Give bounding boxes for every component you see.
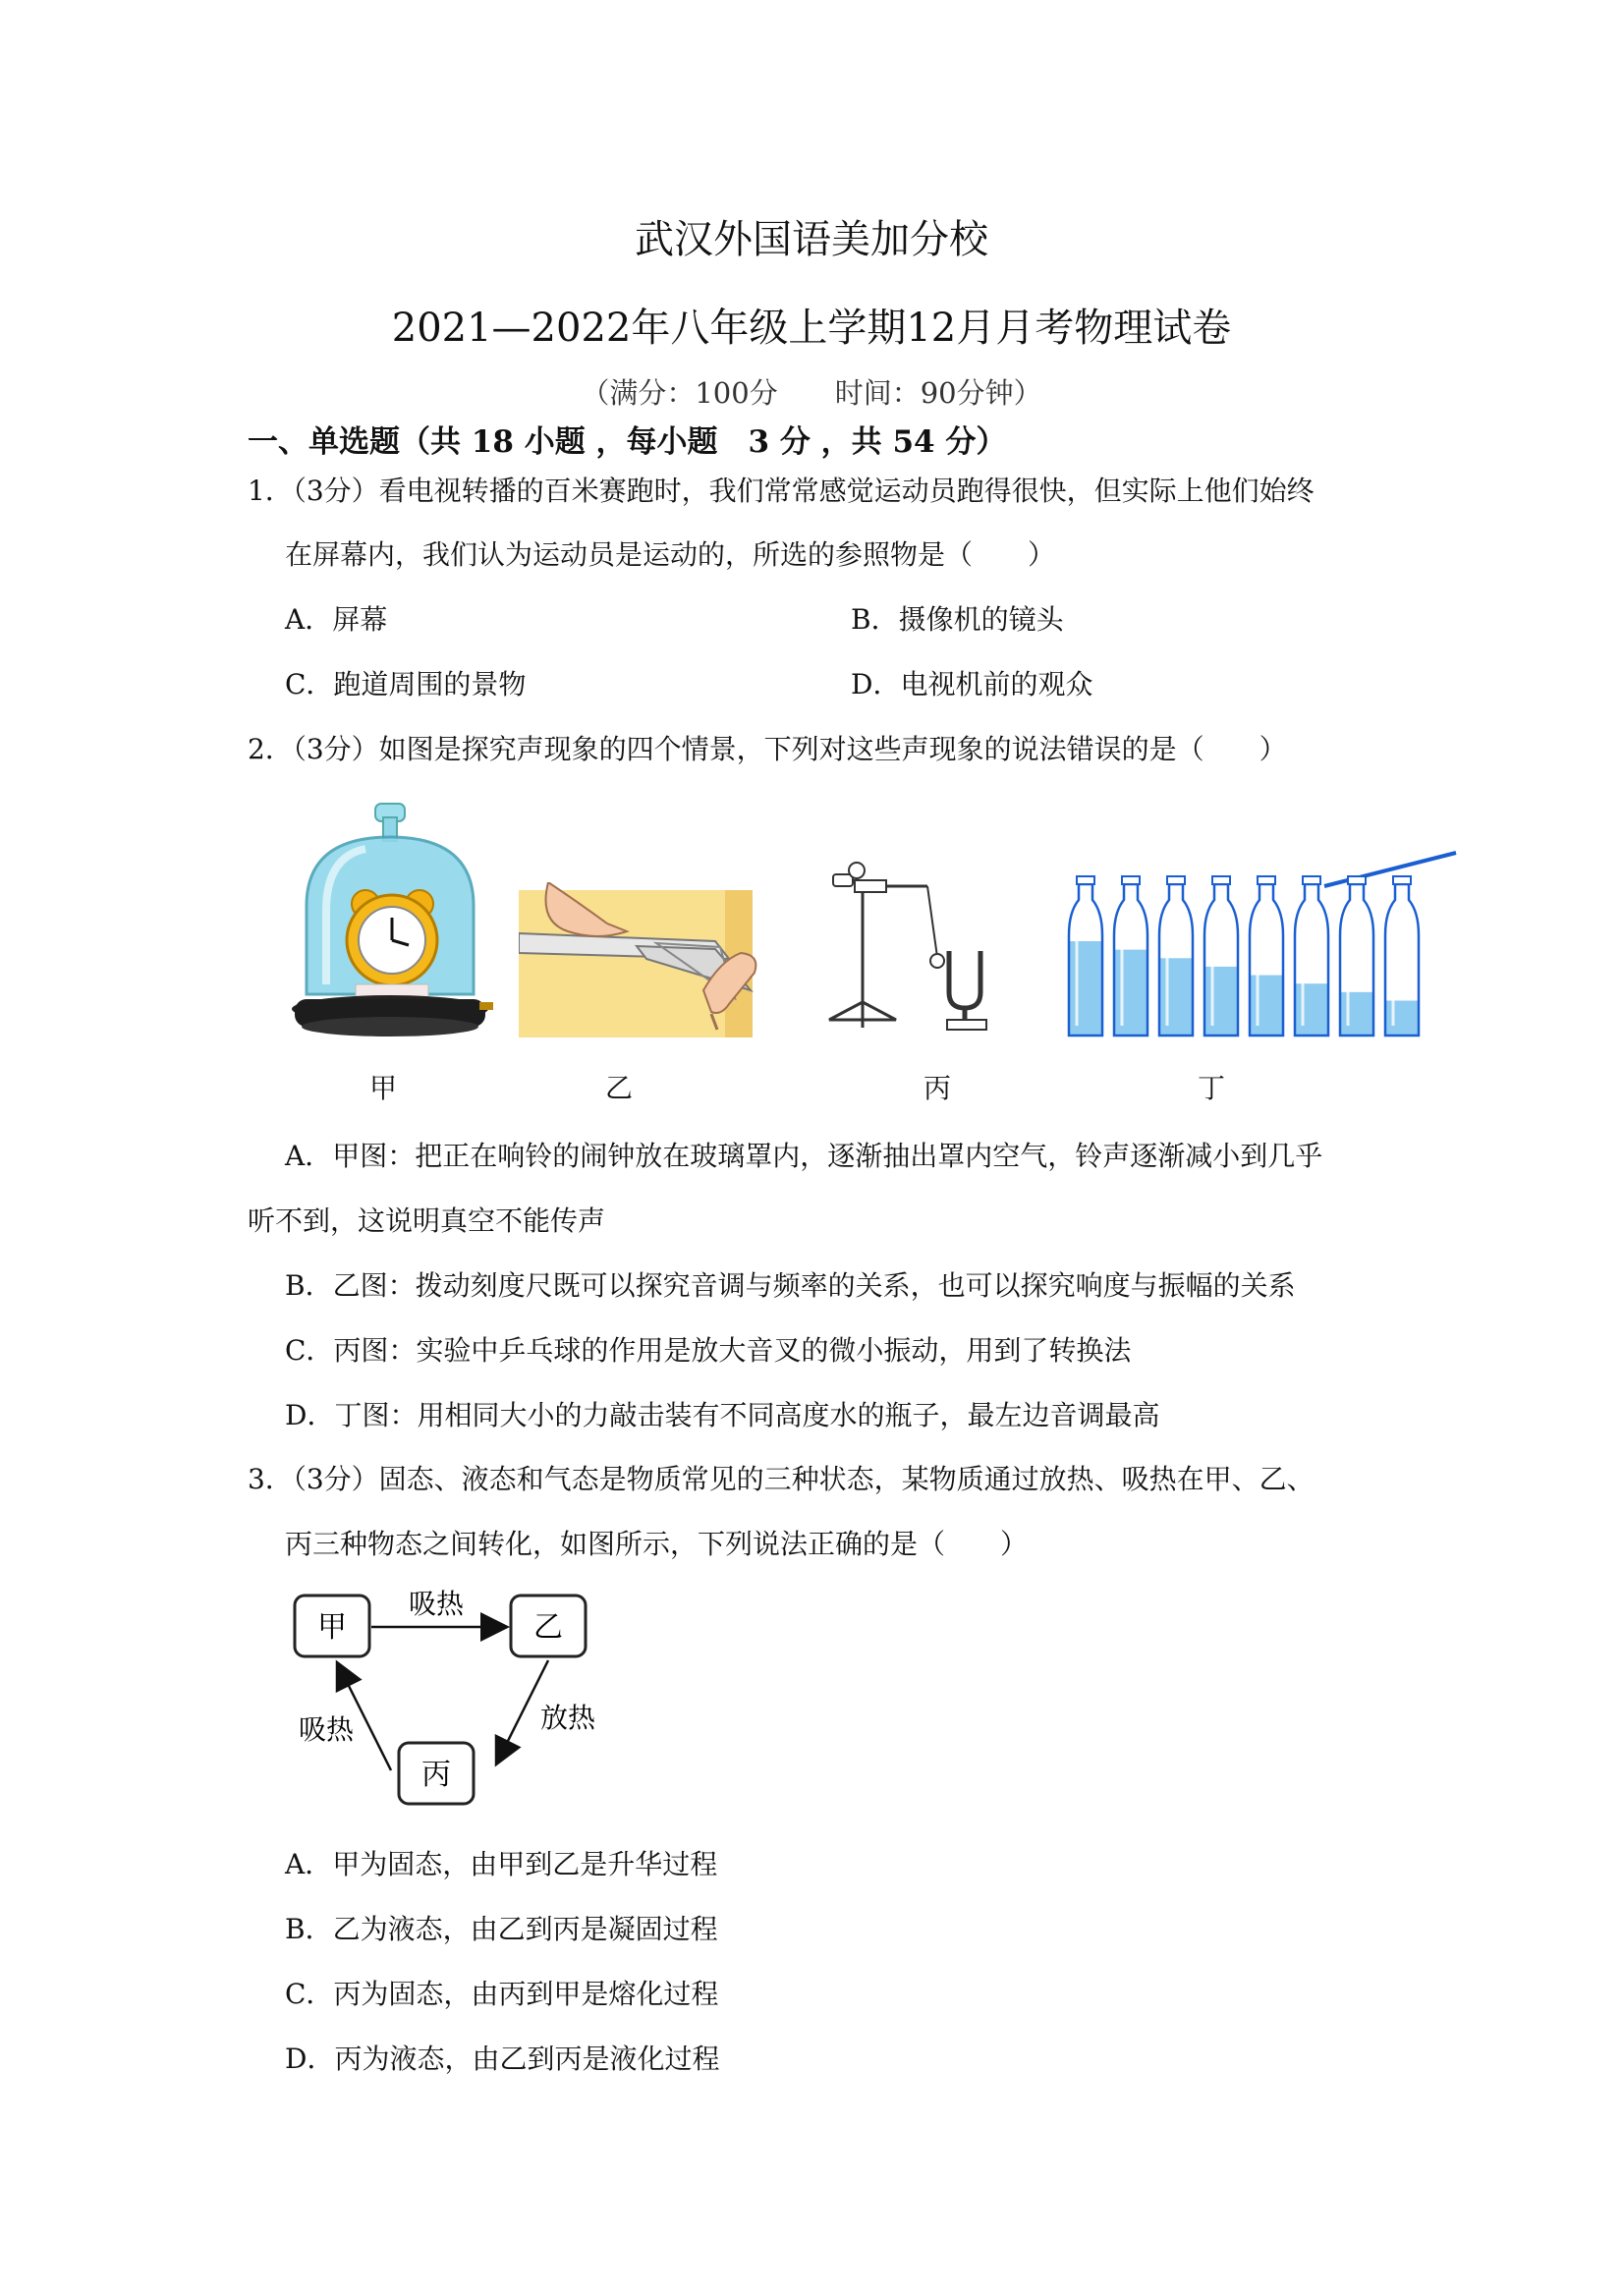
q1-option-a: A．屏幕 (285, 603, 388, 636)
q3-option-d: D．丙为液态，由乙到丙是液化过程 (285, 2043, 720, 2075)
edge-label-left: 吸热 (298, 1713, 355, 1746)
figure-label-jia: 甲 (369, 1072, 398, 1104)
q2-option-b: B．乙图：拨动刻度尺既可以探究音调与频率的关系，也可以探究响度与振幅的关系 (285, 1269, 1296, 1302)
school-name: 武汉外国语美加分校 (635, 217, 988, 262)
q3-option-a: A．甲为固态，由甲到乙是升华过程 (285, 1848, 718, 1880)
section-heading: 一、单选题（共 18 小题 ，每小题 3 分 ，共 54 分） (248, 424, 1007, 460)
figure-label-yi: 乙 (605, 1072, 634, 1104)
bottle (1250, 876, 1283, 1036)
node-bing-label: 丙 (421, 1758, 451, 1792)
q3-stem-line1: 3．（3分）固态、液态和气态是物质常见的三种状态，某物质通过放热、吸热在甲、乙、 (248, 1463, 1315, 1495)
edge-label-right: 放热 (539, 1702, 596, 1734)
q3-option-b: B．乙为液态，由乙到丙是凝固过程 (285, 1913, 718, 1945)
bell-jar-alarm-clock-figure (287, 798, 493, 1043)
phase-change-diagram (285, 1582, 619, 1818)
water-bottles-figure (1061, 847, 1458, 1043)
q3-stem-line2: 丙三种物态之间转化，如图所示，下列说法正确的是（ ） (285, 1528, 1029, 1560)
q2-option-d: D．丁图：用相同大小的力敲击装有不同高度水的瓶子，最左边音调最高 (285, 1399, 1160, 1431)
ruler-on-table-figure (519, 882, 762, 1049)
q3-option-c: C．丙为固态，由丙到甲是熔化过程 (285, 1978, 719, 2010)
node-jia-label: 甲 (317, 1610, 347, 1645)
q2-option-c: C．丙图：实验中乒乓球的作用是放大音叉的微小振动，用到了转换法 (285, 1334, 1132, 1367)
q2-option-a-line1: A．甲图：把正在响铃的闹钟放在玻璃罩内，逐渐抽出罩内空气，铃声逐渐减小到几乎 (285, 1140, 1323, 1172)
bottle (1340, 876, 1373, 1036)
bottle (1159, 876, 1193, 1036)
q1-option-c: C．跑道周围的景物 (285, 668, 527, 700)
bottle (1295, 876, 1328, 1036)
q1-option-d: D．电视机前的观众 (851, 668, 1093, 700)
q1-option-b: B．摄像机的镜头 (851, 603, 1064, 636)
tuning-fork-pendulum-figure (827, 855, 1024, 1037)
bottle (1204, 876, 1238, 1036)
figure-label-bing: 丙 (923, 1072, 952, 1104)
bottle (1069, 876, 1102, 1036)
exam-meta: （满分：100分 时间：90分钟） (581, 376, 1042, 410)
figure-label-ding: 丁 (1198, 1072, 1226, 1104)
bottle (1114, 876, 1147, 1036)
q2-stem: 2．（3分）如图是探究声现象的四个情景，下列对这些声现象的说法错误的是（ ） (248, 733, 1287, 765)
bottle (1385, 876, 1419, 1036)
q1-stem-line2: 在屏幕内，我们认为运动员是运动的，所选的参照物是（ ） (285, 538, 1056, 571)
exam-title: 2021—2022年八年级上学期12月月考物理试卷 (391, 306, 1232, 351)
q2-option-a-line2: 听不到，这说明真空不能传声 (248, 1204, 606, 1237)
q1-stem-line1: 1．（3分）看电视转播的百米赛跑时，我们常常感觉运动员跑得很快，但实际上他们始终 (248, 475, 1315, 507)
edge-label-top: 吸热 (408, 1588, 465, 1620)
node-yi-label: 乙 (533, 1610, 563, 1645)
